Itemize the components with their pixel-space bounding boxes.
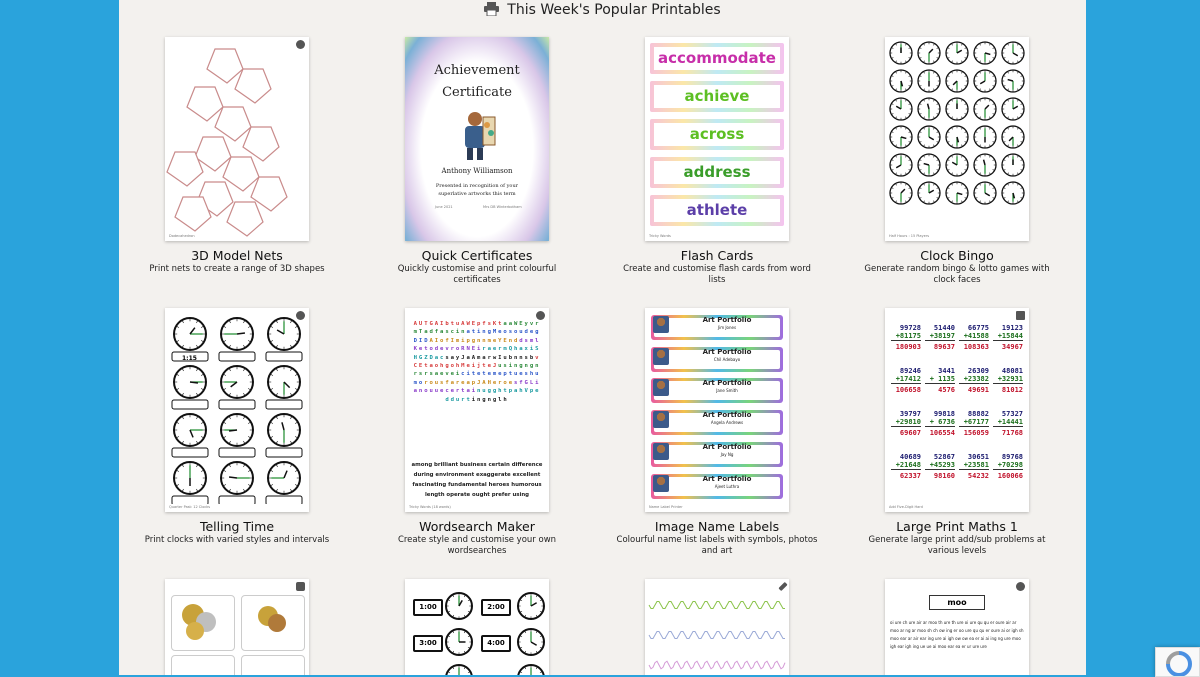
answer-box: [172, 400, 208, 409]
maths-problem: 30651 +23581 54232: [959, 453, 989, 480]
clock-face: [1002, 70, 1024, 92]
thumb-caption: Dodecahedron: [169, 234, 195, 238]
sound-text: oi ure ch ure air ar moo th ure th ure oi ure qu qu er oure air ar moo ar ng ar moo sh ch ow ing er oo ure qu qu er oure ai or igh sh moo ear ar air ear ing ure ai igh ow ow ea er ai ai ing ng ure moo igh ear igh ing ue ue ai moo ear ea er ur ure ure: [890, 620, 1024, 649]
clock-face: [1002, 182, 1024, 204]
maths-problem: 51440 +38197 89637: [925, 324, 955, 351]
artist-icon: [653, 379, 669, 396]
card-flash-cards[interactable]: [612, 37, 822, 286]
thumb-caption: Name Label Printer: [649, 505, 683, 509]
card-title[interactable]: 3D Model Nets: [191, 248, 283, 263]
clock-face: [446, 629, 472, 655]
wordsearch-grid: AUTGAIbtuAWEpfsKtaaWEyvrmTadfascinatingMeosoudegDIDAIofImipgnnmeYEnddsmlKetodevroRNEiraermQhaxiSHGZDacsayJaAmarwIubnnsbvCEtaohgohMeijteJusingngnrsrsaeveicitetemeptueshumorousfareapJAHeroesfGLianouuecertainugghtpahVpeddurtingnglh: [413, 321, 541, 403]
printables-panel: [119, 0, 1086, 675]
maths-problem: 99728 +81175 180903: [891, 324, 921, 351]
card-thumbnail[interactable]: [645, 37, 789, 241]
card-description: Generate large print add/sub problems at various levels: [868, 535, 1046, 556]
answer-box: [219, 448, 255, 457]
clock-face: [174, 462, 206, 494]
cert-title-1: Achievement: [434, 63, 520, 78]
clock-face: [946, 98, 968, 120]
thumb-caption: Add Five-Digit Hard: [889, 505, 923, 509]
maths-problem: 88882 +67177 156059: [959, 410, 989, 437]
card-image-name-labels[interactable]: [612, 308, 822, 557]
card-thumbnail[interactable]: [405, 579, 549, 675]
clock-face: [174, 366, 206, 398]
clock-face: [268, 318, 300, 350]
clock-face: [221, 318, 253, 350]
digital-time: 2:00: [481, 599, 511, 616]
answer-box: [219, 352, 255, 361]
clock-face: [174, 414, 206, 446]
card-wordsearch-maker[interactable]: [372, 308, 582, 557]
clock-face: [946, 42, 968, 64]
cert-signer: Mrs DB Winterbotham: [483, 205, 522, 209]
name-label: Art Portfolio Chil Adebayo: [651, 347, 783, 372]
card-thumbnail[interactable]: [405, 308, 549, 512]
maths-problem: 99818 + 6736 106554: [925, 410, 955, 437]
card-3d-model-nets[interactable]: [132, 37, 342, 275]
printer-icon: [484, 2, 499, 20]
card-clock-match[interactable]: [372, 579, 582, 675]
maths-problem: 89768 +70298 160066: [993, 453, 1023, 480]
card-telling-time[interactable]: [132, 308, 342, 546]
clock-face: [221, 462, 253, 494]
digital-time: 3:00: [413, 635, 443, 652]
target-sound: moo: [929, 595, 985, 610]
clock-face: [1002, 154, 1024, 176]
user-icon: [1016, 582, 1025, 591]
clock-face: [946, 70, 968, 92]
clock-face: [890, 70, 912, 92]
clock-face: [268, 462, 300, 494]
clock-face: [974, 98, 996, 120]
answer-box: [266, 448, 302, 457]
flash-card: across: [650, 119, 784, 150]
clock-face: [946, 154, 968, 176]
clock-face: [918, 154, 940, 176]
telling-time-clocks: [165, 308, 309, 504]
card-thumbnail[interactable]: [165, 308, 309, 512]
artist-icon: [653, 316, 669, 333]
card-description: Create style and customise your own wordsearches: [397, 535, 557, 556]
card-large-print-maths[interactable]: [852, 308, 1062, 557]
card-title[interactable]: Telling Time: [199, 519, 275, 534]
maths-problem: 26309 +23382 49691: [959, 367, 989, 394]
card-thumbnail[interactable]: [885, 37, 1029, 241]
time-answer: 1:15: [182, 355, 197, 362]
clock-face: [918, 126, 940, 148]
clock-face: [918, 182, 940, 204]
cert-title-2: Certificate: [442, 85, 512, 100]
card-clock-bingo[interactable]: [852, 37, 1062, 286]
section-header: [119, 2, 1086, 20]
name-label: Art Portfolio Jim Jones: [651, 315, 783, 340]
artist-icon: [653, 411, 669, 428]
clock-face: [174, 318, 206, 350]
clock-face: [974, 70, 996, 92]
recaptcha-badge[interactable]: [1155, 647, 1200, 677]
card-thumbnail[interactable]: [645, 579, 789, 675]
clock-face: [446, 665, 472, 675]
card-thumbnail[interactable]: [885, 308, 1029, 512]
card-title[interactable]: Wordsearch Maker: [419, 519, 535, 534]
flash-card: athlete: [650, 195, 784, 226]
artist-icon: [653, 348, 669, 365]
answer-box: [172, 448, 208, 457]
cert-date: June 2021: [435, 205, 453, 209]
clock-face: [974, 154, 996, 176]
answer-box: [266, 496, 302, 504]
card-thumbnail[interactable]: [645, 308, 789, 512]
card-description: Create and customise flash cards from word lists: [623, 264, 811, 285]
clock-face: [918, 70, 940, 92]
clock-face: [946, 182, 968, 204]
clock-face: [1002, 98, 1024, 120]
calculator-icon: [1016, 311, 1025, 320]
clock-face: [974, 126, 996, 148]
artist-icon: [653, 443, 669, 460]
digital-time: 1:00: [413, 599, 443, 616]
clock-face: [518, 629, 544, 655]
flash-card: address: [650, 157, 784, 188]
card-thumbnail[interactable]: [405, 37, 549, 241]
card-title[interactable]: Large Print Maths 1: [896, 519, 1018, 534]
clock-face: [268, 366, 300, 398]
card-description: Quickly customise and print colourful certificates: [397, 264, 557, 285]
card-title[interactable]: Quick Certificates: [421, 248, 533, 263]
artist-illustration: [457, 109, 497, 161]
card-handwriting-patterns[interactable]: [612, 579, 822, 675]
card-title[interactable]: Clock Bingo: [920, 248, 994, 263]
wordsearch-word-list: among brilliant business certain difference during environment exaggerate excellent fascinating fundamental heroes humorous length operate ought prefer using: [411, 462, 543, 498]
dodecahedron-net: [165, 37, 309, 241]
clock-face: [974, 42, 996, 64]
coin-box: [241, 595, 305, 651]
clock-face: [890, 98, 912, 120]
bingo-clock-grid: [885, 37, 1029, 233]
clock-face: [518, 665, 544, 675]
card-phonics-sounds[interactable]: [852, 579, 1062, 675]
name-label: Art Portfolio Ajeet Luthra: [651, 474, 783, 499]
thumb-caption: Half Hours : 15 Players: [889, 234, 930, 238]
name-label: Art Portfolio Angela Andrews: [651, 410, 783, 435]
thumb-caption: Quarter Past: 12 Clocks: [169, 505, 211, 509]
maths-problem: 66775 +41588 108363: [959, 324, 989, 351]
card-description: Generate random bingo & lotto games with clock faces: [864, 264, 1050, 285]
maths-problem: 3441 + 1135 4576: [925, 367, 955, 394]
coin-box: [171, 595, 235, 651]
card-description: Print clocks with varied styles and intervals: [144, 535, 330, 545]
maths-problem: 52867 +45293 98160: [925, 453, 955, 480]
card-title[interactable]: Flash Cards: [680, 248, 754, 263]
card-thumbnail[interactable]: [885, 579, 1029, 675]
maths-problem: 89246 +17412 106658: [891, 367, 921, 394]
card-quick-certificates[interactable]: [372, 37, 582, 286]
clock-face: [890, 126, 912, 148]
database-icon: [296, 582, 305, 591]
flash-card: accommodate: [650, 43, 784, 74]
maths-problem: 40689 +21648 62337: [891, 453, 921, 480]
digital-analog-clocks: [405, 579, 549, 675]
card-thumbnail[interactable]: [165, 37, 309, 241]
clock-face: [221, 414, 253, 446]
coin-box: [241, 655, 305, 675]
card-title[interactable]: Image Name Labels: [654, 519, 780, 534]
card-description: Print nets to create a range of 3D shapes: [149, 264, 325, 274]
answer-box: [266, 352, 302, 361]
name-label: Art Portfolio Jay Ng: [651, 442, 783, 467]
artist-icon: [653, 475, 669, 492]
answer-box: [266, 400, 302, 409]
clock-face: [974, 182, 996, 204]
answer-box: [219, 400, 255, 409]
clock-face: [268, 414, 300, 446]
clock-icon: [296, 311, 305, 320]
maths-problem: 19123 +15844 34967: [993, 324, 1023, 351]
name-label: Art Portfolio Jane Smith: [651, 378, 783, 403]
wave-patterns: [645, 579, 789, 675]
card-coins[interactable]: [132, 579, 342, 675]
clock-face: [918, 98, 940, 120]
cert-person: Anthony Williamson: [441, 167, 513, 175]
answer-box: [219, 496, 255, 504]
clock-face: [890, 154, 912, 176]
clock-face: [518, 593, 544, 619]
clock-face: [1002, 42, 1024, 64]
card-thumbnail[interactable]: [165, 579, 309, 675]
maths-problem: 57327 +14441 71768: [993, 410, 1023, 437]
clock-face: [1002, 126, 1024, 148]
globe-icon: [296, 40, 305, 49]
clock-face: [890, 182, 912, 204]
clock-face: [946, 126, 968, 148]
thumb-caption: Tricky Words: [649, 234, 671, 238]
digital-time: 4:00: [481, 635, 511, 652]
clock-face: [221, 366, 253, 398]
cert-lines: Presented in recognition of your superlative artworks this term: [435, 183, 519, 197]
clock-face: [918, 42, 940, 64]
maths-problem: 48081 +32931 81012: [993, 367, 1023, 394]
flash-card: achieve: [650, 81, 784, 112]
user-icon: [536, 311, 545, 320]
answer-box: [172, 496, 208, 504]
maths-problem: 39797 +29810 69607: [891, 410, 921, 437]
coin-box: [171, 655, 235, 675]
clock-face: [446, 593, 472, 619]
recaptcha-icon: [1164, 650, 1194, 676]
section-title: This Week's Popular Printables: [507, 2, 721, 18]
clock-face: [890, 42, 912, 64]
card-description: Colourful name list labels with symbols, photos and art: [616, 535, 818, 556]
thumb-caption: Tricky Words (18 words): [409, 505, 451, 509]
